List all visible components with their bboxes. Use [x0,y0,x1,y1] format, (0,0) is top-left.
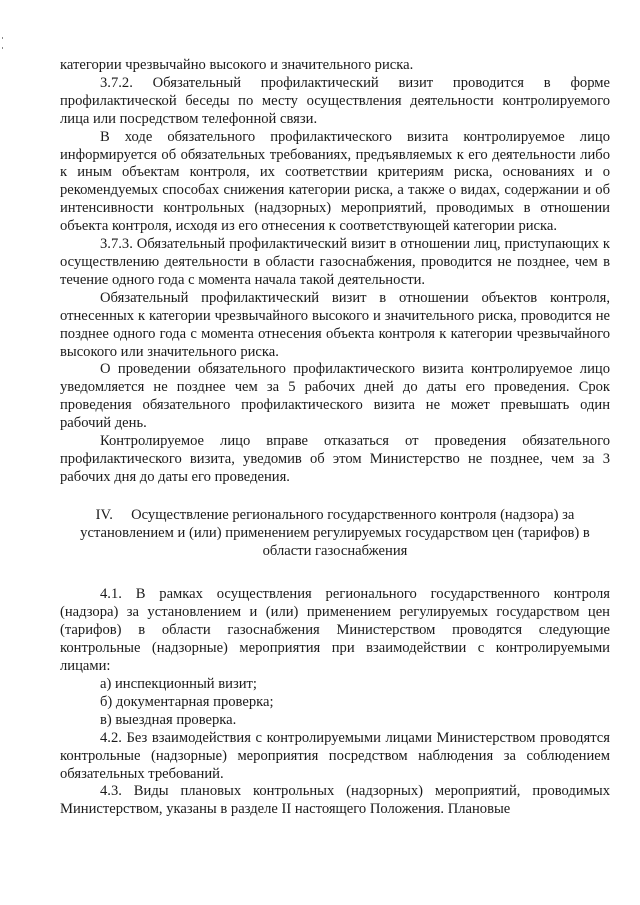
document-page [60,57,610,819]
section-title-line2: установлением и (или) применением регулируемых государством цен (тарифов) в [80,524,590,541]
paragraph: В ходе обязательного профилактического визита контролируемое лицо информируется об обязательных требованиях, предъявляемых к его деятельности либо к иным объектам контроля, их соответствии критериям риска, основаниях и о рекомендуемых способах снижения категории риска, а также о видах, содержании и об интенсивности контрольных (надзорных) мероприятий, проводимых в отношении объекта контроля, исходя из его отнесения к соответствующей категории риска. [60,128,610,235]
paragraph-3-7-2: 3.7.2. Обязательный профилактический визит проводится в форме профилактической беседы по месту осуществления деятельности контролируемого лица или посредством телефонной связи. [60,74,610,127]
paragraph-4-2: 4.2. Без взаимодействия с контролируемыми лицами Министерством проводятся контрольные (надзорные) мероприятия посредством наблюдения за соблюдением обязательных требований. [60,729,610,782]
scan-mark [2,47,3,49]
scan-mark [2,37,3,39]
paragraph: категории чрезвычайно высокого и значительного риска. [60,57,414,73]
section-title-line1: Осуществление регионального государственного контроля (надзора) за [131,506,575,523]
list-item: в) выездная проверка. [100,711,237,728]
section-number: IV. [95,506,113,523]
paragraph-3-7-3: 3.7.3. Обязательный профилактический визит в отношении лиц, приступающих к осуществлению деятельности в области газоснабжения, проводится не позднее, чем в течение одного года с момента начала такой деятельности. [60,236,610,288]
list-item: б) документарная проверка; [100,693,274,710]
paragraph: Контролируемое лицо вправе отказаться от проведения обязательного профилактического визита, уведомив об этом Министерство не позднее, чем за 3 рабочих дня до даты его проведения. [60,433,610,485]
section-title-line3: области газоснабжения [262,542,408,559]
paragraph: О проведении обязательного профилактического визита контролируемое лицо уведомляется не позднее чем за 5 рабочих дней до даты его проведения. Срок проведения обязательного профилактического визита не может превышать один рабочий день. [60,361,610,432]
paragraph-4-3: 4.3. Виды плановых контрольных (надзорных) мероприятий, проводимых Министерством, указаны в разделе II настоящего Положения. Плановые [60,783,610,818]
list-item: а) инспекционный визит; [100,676,257,692]
paragraph-4-1: 4.1. В рамках осуществления регионального государственного контроля (надзора) за установлением и (или) применением регулируемых государством цен (тарифов) в области газоснабжения Министерством проводятся следующие контрольные (надзорные) мероприятия при взаимодействии с контролируемыми лицами: [60,586,610,675]
section-heading [60,507,610,561]
paragraph: Обязательный профилактический визит в отношении объектов контроля, отнесенных к категории чрезвычайного высокого и значительного риска, проводится не позднее одного года с момента отнесения объекта контроля к категории чрезвычайного высокого или значительного риска. [60,289,610,360]
